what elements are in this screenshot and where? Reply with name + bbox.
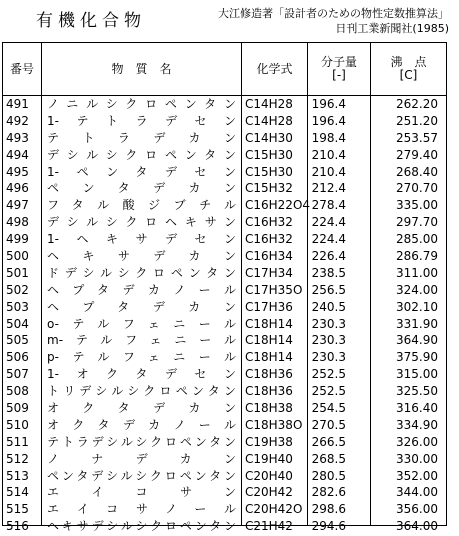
molecular-weight: 230.3 xyxy=(311,350,346,365)
compound-name: フタル酸ジブチル xyxy=(47,198,236,213)
row-number: 514 xyxy=(6,485,29,500)
boiling-point: 375.90 xyxy=(396,350,438,365)
chemical-formula: C18H38O xyxy=(245,417,303,432)
chemical-formula: C16H32 xyxy=(245,215,293,230)
table-row xyxy=(3,451,446,468)
boiling-point: 270.70 xyxy=(396,181,438,196)
table-row xyxy=(3,434,446,451)
boiling-point: 352.00 xyxy=(396,468,438,483)
chemical-formula: C20H40 xyxy=(245,468,293,483)
header-formula-label: 化学式 xyxy=(256,61,293,76)
chemical-formula: C20H42 xyxy=(245,485,293,500)
molecular-weight: 252.5 xyxy=(311,367,346,382)
molecular-weight: 224.4 xyxy=(311,215,346,230)
row-number: 500 xyxy=(6,249,29,264)
molecular-weight: 266.5 xyxy=(311,434,346,449)
compound-name: ヘキサデカン xyxy=(47,249,236,264)
boiling-point: 253.57 xyxy=(396,130,438,145)
boiling-point: 279.40 xyxy=(396,147,438,162)
chemical-formula: C15H32 xyxy=(245,181,293,196)
row-number: 498 xyxy=(6,215,29,230)
boiling-point: 356.00 xyxy=(396,502,438,517)
row-number: 513 xyxy=(6,468,29,483)
row-number: 515 xyxy=(6,502,29,517)
chemical-formula: C18H36 xyxy=(245,367,293,382)
compound-name: 1-ヘキサデセン xyxy=(47,232,236,247)
compound-name: オクタデカン xyxy=(47,401,236,416)
table-row xyxy=(3,164,446,181)
molecular-weight: 230.3 xyxy=(311,316,346,331)
header-bp-label: 沸 点 xyxy=(390,55,427,69)
chemical-formula: C15H30 xyxy=(245,164,293,179)
header-bp-unit: [C] xyxy=(399,68,418,82)
chemical-formula: C17H36 xyxy=(245,299,293,314)
boiling-point: 335.00 xyxy=(396,198,438,213)
compound-name: ヘプタデカノール xyxy=(47,282,236,297)
compound-table xyxy=(2,42,447,534)
boiling-point: 325.50 xyxy=(396,384,438,399)
molecular-weight: 298.6 xyxy=(311,502,346,517)
table-row xyxy=(3,282,446,299)
boiling-point: 330.00 xyxy=(396,451,438,466)
table-row xyxy=(3,518,446,535)
header-mw-label: 分子量 xyxy=(320,55,357,69)
compound-name: p-テルフェニール xyxy=(47,350,236,365)
compound-name: エイコサン xyxy=(47,485,236,500)
row-number: 497 xyxy=(6,198,29,213)
table-row xyxy=(3,231,446,248)
boiling-point: 364.90 xyxy=(396,333,438,348)
header-mw-unit: [-] xyxy=(332,68,346,82)
compound-name: ペンタデシルシクロペンタン xyxy=(47,468,236,483)
row-number: 506 xyxy=(6,350,29,365)
molecular-weight: 196.4 xyxy=(311,113,346,128)
compound-name: ノニルシクロペンタン xyxy=(47,97,236,111)
table-row xyxy=(3,214,446,231)
table-row xyxy=(3,349,446,366)
header-number-label: 番号 xyxy=(9,61,34,76)
molecular-weight: 270.5 xyxy=(311,417,346,432)
compound-name: デシルシクロヘキサン xyxy=(47,215,236,230)
chemical-formula: C18H38 xyxy=(245,401,293,416)
compound-name: オクタデカノール xyxy=(47,417,236,432)
table-row xyxy=(3,299,446,316)
row-number: 512 xyxy=(6,451,29,466)
compound-name: エイコサノール xyxy=(47,502,236,517)
table-row xyxy=(3,400,446,417)
molecular-weight: 210.4 xyxy=(311,147,346,162)
row-number: 508 xyxy=(6,384,29,399)
row-number: 507 xyxy=(6,367,29,382)
chemical-formula: C19H40 xyxy=(245,451,293,466)
chemical-formula: C14H28 xyxy=(245,97,293,111)
table-row xyxy=(3,113,446,130)
row-number: 516 xyxy=(6,519,29,534)
row-number: 492 xyxy=(6,113,29,128)
compound-name: 1-ペンタデセン xyxy=(47,164,236,179)
table-row xyxy=(3,501,446,518)
molecular-weight: 210.4 xyxy=(311,164,346,179)
compound-name: テトラデシルシクロペンタン xyxy=(47,434,236,449)
compound-name: デシルシクロペンタン xyxy=(47,147,236,162)
molecular-weight: 252.5 xyxy=(311,384,346,399)
molecular-weight: 226.4 xyxy=(311,249,346,264)
row-number: 505 xyxy=(6,333,29,348)
row-number: 491 xyxy=(6,97,29,111)
boiling-point: 324.00 xyxy=(396,282,438,297)
boiling-point: 262.20 xyxy=(396,97,438,111)
chemical-formula: C14H28 xyxy=(245,113,293,128)
compound-name: ペンタデカン xyxy=(47,181,236,196)
row-number: 502 xyxy=(6,282,29,297)
chemical-formula: C15H30 xyxy=(245,147,293,162)
compound-name: m-テルフェニール xyxy=(47,333,236,348)
table-row xyxy=(3,248,446,265)
boiling-point: 334.90 xyxy=(396,417,438,432)
chemical-formula: C18H14 xyxy=(245,350,293,365)
boiling-point: 251.20 xyxy=(396,113,438,128)
molecular-weight: 282.6 xyxy=(311,485,346,500)
table-row xyxy=(3,484,446,501)
compound-name: ヘプタデカン xyxy=(47,299,236,314)
chemical-formula: C16H32 xyxy=(245,232,293,247)
row-number: 496 xyxy=(6,181,29,196)
boiling-point: 316.40 xyxy=(396,401,438,416)
row-number: 504 xyxy=(6,316,29,331)
chemical-formula: C17H35O xyxy=(245,282,303,297)
header-name xyxy=(42,43,241,95)
chemical-formula: C18H14 xyxy=(245,333,293,348)
table-body xyxy=(3,96,446,535)
row-number: 493 xyxy=(6,130,29,145)
chemical-formula: C16H34 xyxy=(245,249,293,264)
molecular-weight: 196.4 xyxy=(311,97,346,111)
chemical-formula: C18H36 xyxy=(245,384,293,399)
table-row xyxy=(3,265,446,282)
chemical-formula: C17H34 xyxy=(245,265,293,280)
compound-name: ドデシルシクロペンタン xyxy=(47,265,236,280)
row-number: 494 xyxy=(6,147,29,162)
molecular-weight: 212.4 xyxy=(311,181,346,196)
molecular-weight: 268.5 xyxy=(311,451,346,466)
compound-name: 1-テトラデセン xyxy=(47,113,236,128)
table-row xyxy=(3,316,446,333)
compound-name: トリデシルシクロペンタン xyxy=(47,384,236,399)
row-number: 495 xyxy=(6,164,29,179)
molecular-weight: 230.3 xyxy=(311,333,346,348)
row-number: 503 xyxy=(6,299,29,314)
table-row xyxy=(3,180,446,197)
table-row xyxy=(3,468,446,485)
boiling-point: 297.70 xyxy=(396,215,438,230)
table-row xyxy=(3,147,446,164)
molecular-weight: 254.5 xyxy=(311,401,346,416)
table-row xyxy=(3,332,446,349)
source-book: 大江修造著「設計者のための物性定数推算法」 xyxy=(218,7,449,20)
row-number: 501 xyxy=(6,265,29,280)
chemical-formula: C19H38 xyxy=(245,434,293,449)
header-number xyxy=(3,43,41,95)
header-name-label: 物 質 名 xyxy=(111,61,172,76)
molecular-weight: 256.5 xyxy=(311,282,346,297)
molecular-weight: 240.5 xyxy=(311,299,346,314)
chemical-formula: C16H22O4 xyxy=(245,198,311,213)
molecular-weight: 294.6 xyxy=(311,519,346,534)
source-citation xyxy=(218,6,449,36)
molecular-weight: 198.4 xyxy=(311,130,346,145)
compound-name: ノナデカン xyxy=(47,451,236,466)
table-row xyxy=(3,417,446,434)
compound-name: o-テルフェニール xyxy=(47,316,236,331)
boiling-point: 302.10 xyxy=(396,299,438,314)
compound-name: テトラデカン xyxy=(47,130,236,145)
boiling-point: 286.79 xyxy=(396,249,438,264)
chemical-formula: C20H42O xyxy=(245,502,303,517)
compound-name: 1-オクタデセン xyxy=(47,367,236,382)
header-bp xyxy=(371,43,446,95)
table-row xyxy=(3,383,446,400)
table-row xyxy=(3,130,446,147)
table-row xyxy=(3,96,446,113)
header-formula xyxy=(242,43,307,95)
row-number: 499 xyxy=(6,232,29,247)
source-publisher: 日刊工業新聞社(1985) xyxy=(335,22,449,35)
chemical-formula: C21H42 xyxy=(245,519,293,534)
row-number: 511 xyxy=(6,434,29,449)
molecular-weight: 224.4 xyxy=(311,232,346,247)
boiling-point: 364.00 xyxy=(396,519,438,534)
row-number: 510 xyxy=(6,417,29,432)
boiling-point: 268.40 xyxy=(396,164,438,179)
header-mw xyxy=(308,43,370,95)
boiling-point: 344.00 xyxy=(396,485,438,500)
boiling-point: 285.00 xyxy=(396,232,438,247)
boiling-point: 311.00 xyxy=(396,265,438,280)
table-row xyxy=(3,197,446,214)
boiling-point: 326.00 xyxy=(396,434,438,449)
molecular-weight: 238.5 xyxy=(311,265,346,280)
page-title: 有機化合物 xyxy=(36,11,146,31)
chemical-formula: C18H14 xyxy=(245,316,293,331)
table-row xyxy=(3,366,446,383)
boiling-point: 315.00 xyxy=(396,367,438,382)
molecular-weight: 280.5 xyxy=(311,468,346,483)
row-number: 509 xyxy=(6,401,29,416)
molecular-weight: 278.4 xyxy=(311,198,346,213)
boiling-point: 331.90 xyxy=(396,316,438,331)
chemical-formula: C14H30 xyxy=(245,130,293,145)
compound-name: ヘキサデシルシクロペンタン xyxy=(47,519,236,534)
